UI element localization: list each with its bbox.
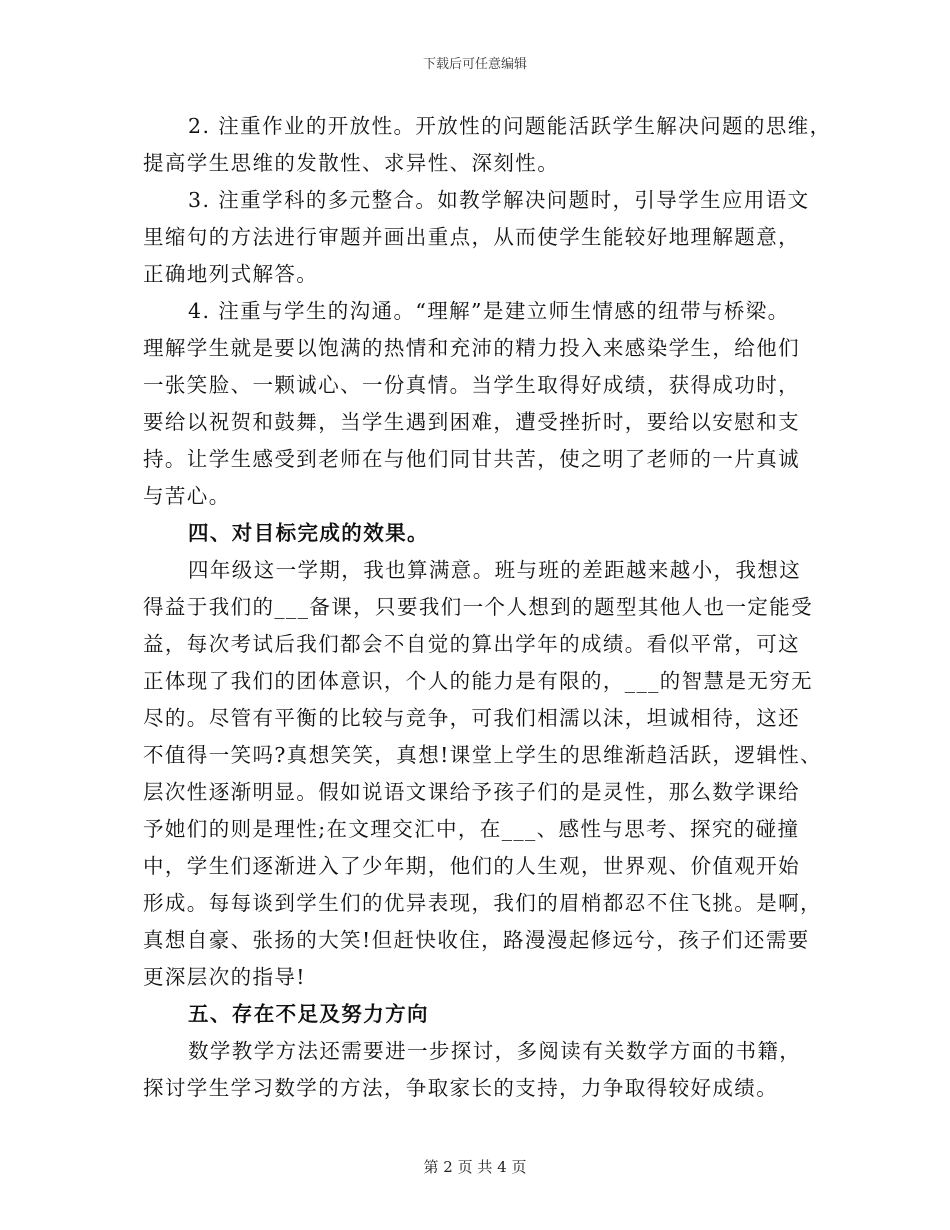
text-line: 里缩句的方法进行审题并画出重点，从而使学生能较好地理解题意， xyxy=(143,225,800,249)
text-line: 4. 注重与学生的沟通。“理解”是建立师生情感的纽带与桥梁。 xyxy=(188,299,790,323)
section-5-heading: 五、存在不足及努力方向 xyxy=(188,1002,429,1026)
text-line: 尽的。尽管有平衡的比较与竞争，可我们相濡以沫，坦诚相待，这还 xyxy=(143,706,800,730)
text-line: 得益于我们的___备课，只要我们一个人想到的题型其他人也一定能受 xyxy=(143,595,814,619)
page-header: 下载后可任意编辑 xyxy=(422,57,527,72)
text-line: 予她们的则是理性;在文理交汇中，在___、感性与思考、探究的碰撞 xyxy=(143,817,800,841)
text-line: 四年级这一学期，我也算满意。班与班的差距越来越小，我想这 xyxy=(188,558,802,582)
text-line: 3. 注重学科的多元整合。如教学解决问题时，引导学生应用语文 xyxy=(188,188,810,212)
text-line: 中，学生们逐渐进入了少年期，他们的人生观，世界观、价值观开始 xyxy=(143,854,800,878)
document-body xyxy=(143,108,832,1107)
text-line: 提高学生思维的发散性、求异性、深刻性。 xyxy=(143,151,560,175)
text-line: 持。让学生感受到老师在与他们同甘共苦，使之明了老师的一片真诚 xyxy=(143,447,800,471)
text-line: 更深层次的指导! xyxy=(143,965,306,989)
section-5-paragraph xyxy=(143,1033,805,1107)
section-4-paragraph xyxy=(143,552,823,996)
text-line: 益，每次考试后我们都会不自觉的算出学年的成绩。看似平常，可这 xyxy=(143,632,800,656)
text-line: 真想自豪、张扬的大笑!但赶快收住，路漫漫起修远兮，孩子们还需要 xyxy=(143,928,810,952)
paragraph-3 xyxy=(143,182,810,293)
text-line: 理解学生就是要以饱满的热情和充沛的精力投入来感染学生，给他们 xyxy=(143,336,800,360)
text-line: 正确地列式解答。 xyxy=(143,262,319,286)
text-line: 数学教学方法还需要进一步探讨，多阅读有关数学方面的书籍， xyxy=(188,1039,802,1063)
text-line: 形成。每每谈到学生们的优异表现，我们的眉梢都忍不住飞挑。是啊， xyxy=(143,891,822,915)
section-4-heading: 四、对目标完成的效果。 xyxy=(188,521,429,545)
paragraph-4 xyxy=(143,293,805,515)
page-footer: 第 2 页 共 4 页 xyxy=(423,1158,527,1176)
text-line: 探讨学生学习数学的方法，争取家长的支持，力争取得较好成绩。 xyxy=(143,1076,779,1100)
text-line: 不值得一笑吗?真想笑笑，真想!课堂上学生的思维渐趋活跃，逻辑性、 xyxy=(143,743,823,767)
text-line: 2. 注重作业的开放性。开放性的问题能活跃学生解决问题的思维， xyxy=(188,114,832,138)
text-line: 要给以祝贺和鼓舞，当学生遇到困难，遭受挫折时，要给以安慰和支 xyxy=(143,410,800,434)
text-line: 一张笑脸、一颗诚心、一份真情。当学生取得好成绩，获得成功时， xyxy=(143,373,800,397)
text-line: 正体现了我们的团体意识，个人的能力是有限的，___的智慧是无穷无 xyxy=(143,669,814,693)
text-line: 与苦心。 xyxy=(143,484,231,508)
paragraph-2 xyxy=(143,108,832,182)
text-line: 层次性逐渐明显。假如说语文课给予孩子们的是灵性，那么数学课给 xyxy=(143,780,800,804)
